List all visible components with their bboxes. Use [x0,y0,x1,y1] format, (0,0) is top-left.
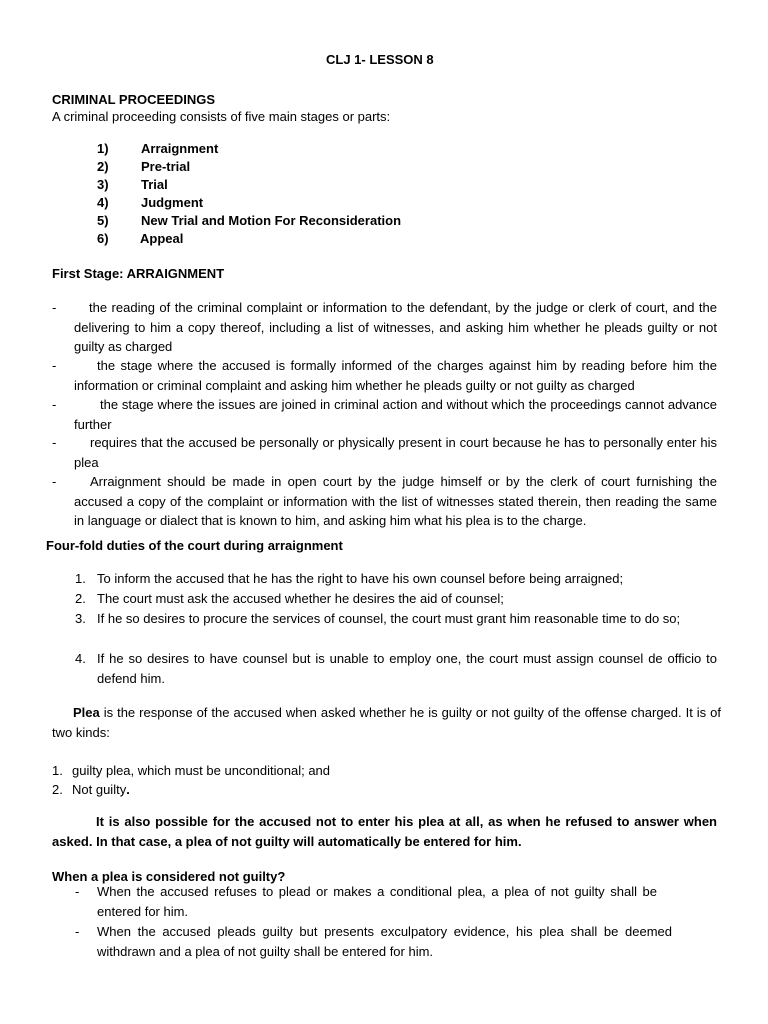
not-guilty-item: When the accused refuses to plead or makes a conditional plea, a plea of not guilty shall be entered for him. [97,884,657,919]
dash-marker: - [52,435,57,450]
section-intro: A criminal proceeding consists of five main stages or parts: [52,109,391,124]
plea-kind-item: Not guilty. [72,782,130,797]
duties-heading: Four-fold duties of the court during arraignment [46,538,343,553]
dash-marker: - [52,300,57,315]
stage-number: 2) [97,159,109,174]
duty-number: 2. [75,591,86,606]
not-guilty-item: When the accused pleads guilty but presents exculpatory evidence, his plea shall be deemed withdrawn and a plea of not guilty shall be entered for him. [97,924,672,959]
stage-number: 6) [97,231,109,246]
dash-marker: - [75,884,80,899]
dash-marker: - [75,924,80,939]
dash-marker: - [52,358,57,373]
plea-note: It is also possible for the accused not to enter his plea at all, as when he refused to answer when asked. In that case, a plea of not guilty will automatically be entered for him. [52,814,717,849]
stage-label: Judgment [141,195,204,210]
duty-item: If he so desires to have counsel but is unable to employ one, the court must assign counsel de officio to defend him. [97,651,717,686]
stage-number: 1) [97,141,109,156]
stage-number: 3) [97,177,109,192]
section-heading: CRIMINAL PROCEEDINGS [52,92,215,107]
first-stage-heading: First Stage: ARRAIGNMENT [52,266,225,281]
not-guilty-heading: When a plea is considered not guilty? [52,869,286,884]
document-title: CLJ 1- LESSON 8 [326,52,434,67]
plea-kind-item: guilty plea, which must be unconditional; and [72,763,331,778]
first-stage-bullet: the stage where the issues are joined in criminal action and without which the proceedings cannot advance further [74,397,717,432]
duty-item: If he so desires to procure the services of counsel, the court must grant him reasonable time to do so; [97,611,681,626]
plea-definition: Plea is the response of the accused when asked whether he is guilty or not guilty of the offense charged. It is of two kinds: [52,705,721,740]
first-stage-bullet: Arraignment should be made in open court by the judge himself or by the clerk of court furnishing the accused a copy of the complaint or information with the list of witnesses stated therein, then reading the same in language or dialect that is known to him, and asking him what his plea is to the charge. [74,474,717,528]
plea-kind-number: 2. [52,782,63,797]
duty-number: 4. [75,651,86,666]
stage-number: 5) [97,213,109,228]
stage-label: Pre-trial [141,159,191,174]
stage-number: 4) [97,195,109,210]
dash-marker: - [52,474,57,489]
stage-label: Trial [141,177,168,192]
first-stage-bullet: the stage where the accused is formally informed of the charges against him by reading before him the information or criminal complaint and asking him whether he pleads guilty or not guilty as charged [74,358,717,393]
duty-item: The court must ask the accused whether he desires the aid of counsel; [97,591,504,606]
stage-label: Arraignment [141,141,219,156]
plea-kind-number: 1. [52,763,63,778]
dash-marker: - [52,397,57,412]
duty-number: 1. [75,571,86,586]
stage-label: New Trial and Motion For Reconsideration [141,213,402,228]
duty-item: To inform the accused that he has the right to have his own counsel before being arraigned; [97,571,624,586]
duty-number: 3. [75,611,86,626]
first-stage-bullet: the reading of the criminal complaint or information to the defendant, by the judge or clerk of court, and the delivering to him a copy thereof, including a list of witnesses, and asking him whether he pleads guilty or not guilty as charged [74,300,717,354]
stage-label: Appeal [140,231,184,246]
first-stage-bullet: requires that the accused be personally or physically present in court because he has to personally enter his plea [74,435,717,470]
